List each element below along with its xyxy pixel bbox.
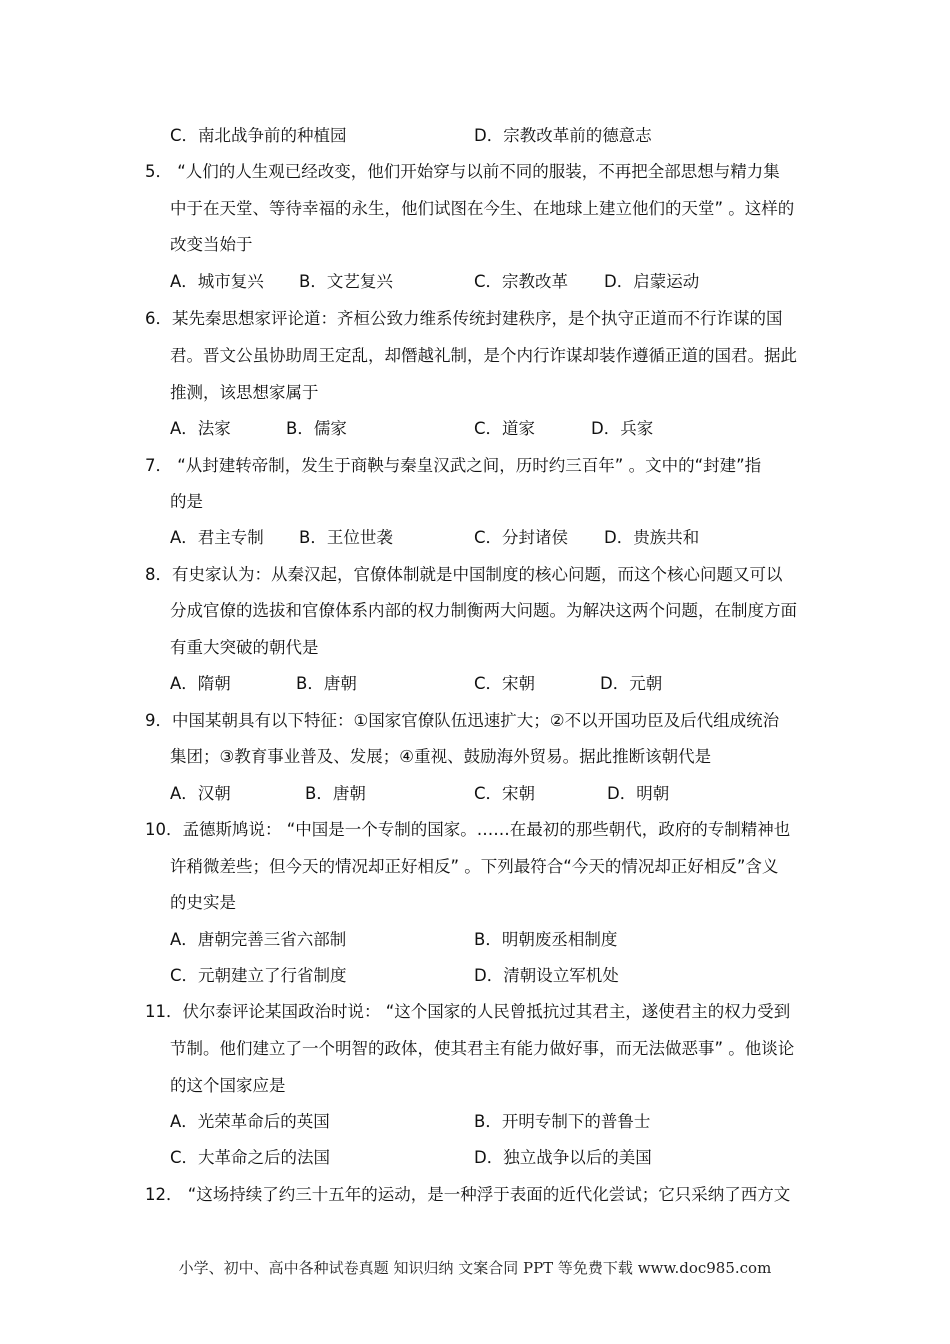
q5-stem-line-1: 5． “人们的人生观已经改变，他们开始穿与以前不同的服装，不再把全部思想与精力集 [145, 162, 780, 181]
q9-option-d: D．明朝 [607, 784, 670, 803]
q5-option-c: C．宗教改革 [474, 272, 569, 291]
q4-option-c: C．南北战争前的种植园 [170, 126, 347, 145]
q11-stem-line-1: 11．伏尔泰评论某国政治时说： “这个国家的人民曾抵抗过其君主，遂使君主的权力受到 [145, 1002, 791, 1021]
q6-stem-line-3: 推测，该思想家属于 [170, 383, 319, 402]
q6-option-c: C．道家 [474, 419, 536, 438]
q9-stem-line-1: 9．中国某朝具有以下特征：①国家官僚队伍迅速扩大；②不以开国功臣及后代组成统治 [145, 711, 780, 730]
q6-option-a: A．法家 [170, 419, 231, 438]
q7-stem-line-2: 的是 [170, 492, 203, 511]
q5-option-b: B．文艺复兴 [299, 272, 393, 291]
q8-option-a: A．隋朝 [170, 674, 231, 693]
q10-option-a: A．唐朝完善三省六部制 [170, 930, 347, 949]
page-footer: 小学、初中、高中各种试卷真题 知识归纳 文案合同 PPT 等免费下载 www.doc985.com [178, 1259, 772, 1277]
q7-stem-line-1: 7． “从封建转帝制，发生于商鞅与秦皇汉武之间，历时约三百年” 。文中的“封建”指 [145, 456, 762, 475]
q7-option-a: A．君主专制 [170, 528, 264, 547]
q11-stem-line-3: 的这个国家应是 [170, 1076, 286, 1095]
q5-option-d: D．启蒙运动 [604, 272, 700, 291]
q7-option-d: D．贵族共和 [604, 528, 700, 547]
q8-option-b: B．唐朝 [296, 674, 357, 693]
q7-option-c: C．分封诸侯 [474, 528, 569, 547]
q6-stem-line-1: 6．某先秦思想家评论道：齐桓公致力维系传统封建秩序，是个执守正道而不行诈谋的国 [145, 309, 783, 328]
q5-stem-line-2: 中于在天堂、等待幸福的永生，他们试图在今生、在地球上建立他们的天堂” 。这样的 [170, 199, 795, 218]
q9-option-a: A．汉朝 [170, 784, 231, 803]
q10-option-b: B．明朝废丞相制度 [474, 930, 618, 949]
q11-option-c: C．大革命之后的法国 [170, 1148, 331, 1167]
q9-option-b: B．唐朝 [305, 784, 366, 803]
q10-stem-line-3: 的史实是 [170, 893, 236, 912]
q10-option-d: D．清朝设立军机处 [474, 966, 619, 985]
q8-stem-line-1: 8．有史家认为：从秦汉起，官僚体制就是中国制度的核心问题，而这个核心问题又可以 [145, 565, 783, 584]
q9-option-c: C．宋朝 [474, 784, 536, 803]
q6-stem-line-2: 君。晋文公虽协助周王定乱，却僭越礼制，是个内行诈谋却装作遵循正道的国君。据此 [170, 346, 797, 365]
q8-option-c: C．宋朝 [474, 674, 536, 693]
q5-stem-line-3: 改变当始于 [170, 235, 253, 254]
q10-stem-line-2: 许稍微差些；但今天的情况却正好相反” 。下列最符合“今天的情况却正好相反”含义 [170, 857, 779, 876]
q11-stem-line-2: 节制。他们建立了一个明智的政体，使其君主有能力做好事，而无法做恶事” 。他谈论 [170, 1039, 795, 1058]
q5-option-a: A．城市复兴 [170, 272, 264, 291]
q10-option-c: C．元朝建立了行省制度 [170, 966, 347, 985]
q8-option-d: D．元朝 [600, 674, 663, 693]
q6-option-b: B．儒家 [286, 419, 347, 438]
q8-stem-line-2: 分成官僚的选拔和官僚体系内部的权力制衡两大问题。为解决这两个问题，在制度方面 [170, 601, 797, 620]
q7-option-b: B．王位世袭 [299, 528, 393, 547]
q10-stem-line-1: 10．孟德斯鸠说： “中国是一个专制的国家。……在最初的那些朝代，政府的专制精神也 [145, 820, 791, 839]
q4-option-d: D．宗教改革前的德意志 [474, 126, 652, 145]
q8-stem-line-3: 有重大突破的朝代是 [170, 638, 319, 657]
q11-option-a: A．光荣革命后的英国 [170, 1112, 330, 1131]
q11-option-d: D．独立战争以后的美国 [474, 1148, 652, 1167]
q12-stem-line-1: 12． “这场持续了约三十五年的运动，是一种浮于表面的近代化尝试；它只采纳了西方文 [145, 1185, 791, 1204]
q6-option-d: D．兵家 [591, 419, 654, 438]
q9-stem-line-2: 集团；③教育事业普及、发展；④重视、鼓励海外贸易。据此推断该朝代是 [170, 747, 712, 766]
q11-option-b: B．开明专制下的普鲁士 [474, 1112, 651, 1131]
